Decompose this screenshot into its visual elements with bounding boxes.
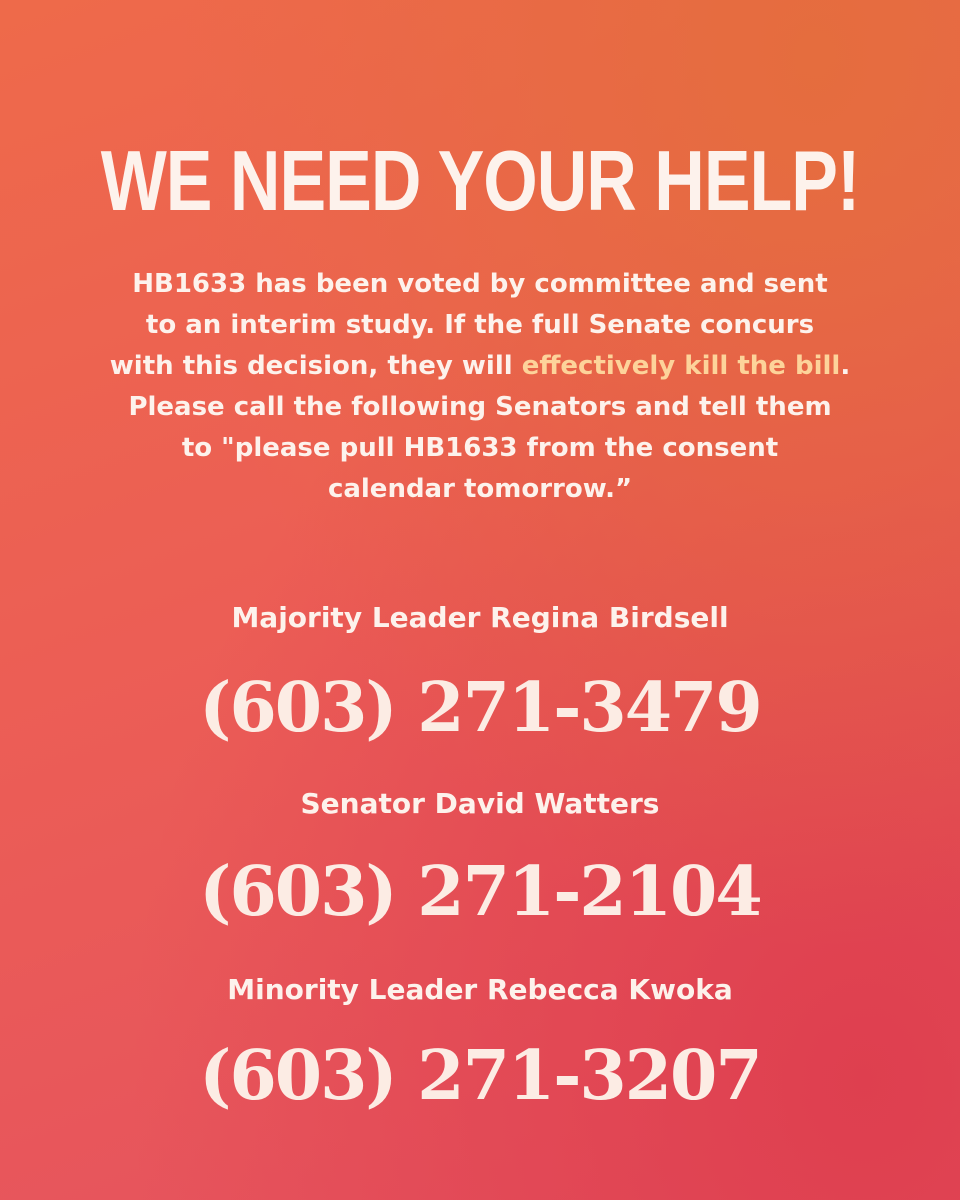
message-line: .	[840, 351, 851, 381]
contact-name-watters: Senator David Watters	[300, 787, 660, 820]
message-line: Please call the following Senators and tell them	[128, 392, 832, 422]
contact-phone-birdsell: (603) 271-3479	[199, 668, 761, 748]
highlighted-phrase: effectively kill the bill	[521, 351, 841, 381]
message-line: HB1633 has been voted by committee and sent	[132, 269, 828, 299]
contact-name-birdsell: Majority Leader Regina Birdsell	[231, 601, 729, 634]
message-line: to "please pull HB1633 from the consent	[181, 433, 779, 463]
message-line: with this decision, they will	[109, 351, 522, 381]
contact-phone-watters: (603) 271-2104	[199, 852, 761, 932]
headline: WE NEED YOUR HELP!	[100, 133, 860, 229]
message-line: calendar tomorrow.”	[327, 474, 633, 504]
contact-name-kwoka: Minority Leader Rebecca Kwoka	[227, 973, 733, 1006]
contact-phone-kwoka: (603) 271-3207	[199, 1036, 761, 1116]
message-paragraph	[50, 264, 910, 510]
message-line: to an interim study. If the full Senate concurs	[145, 310, 815, 340]
